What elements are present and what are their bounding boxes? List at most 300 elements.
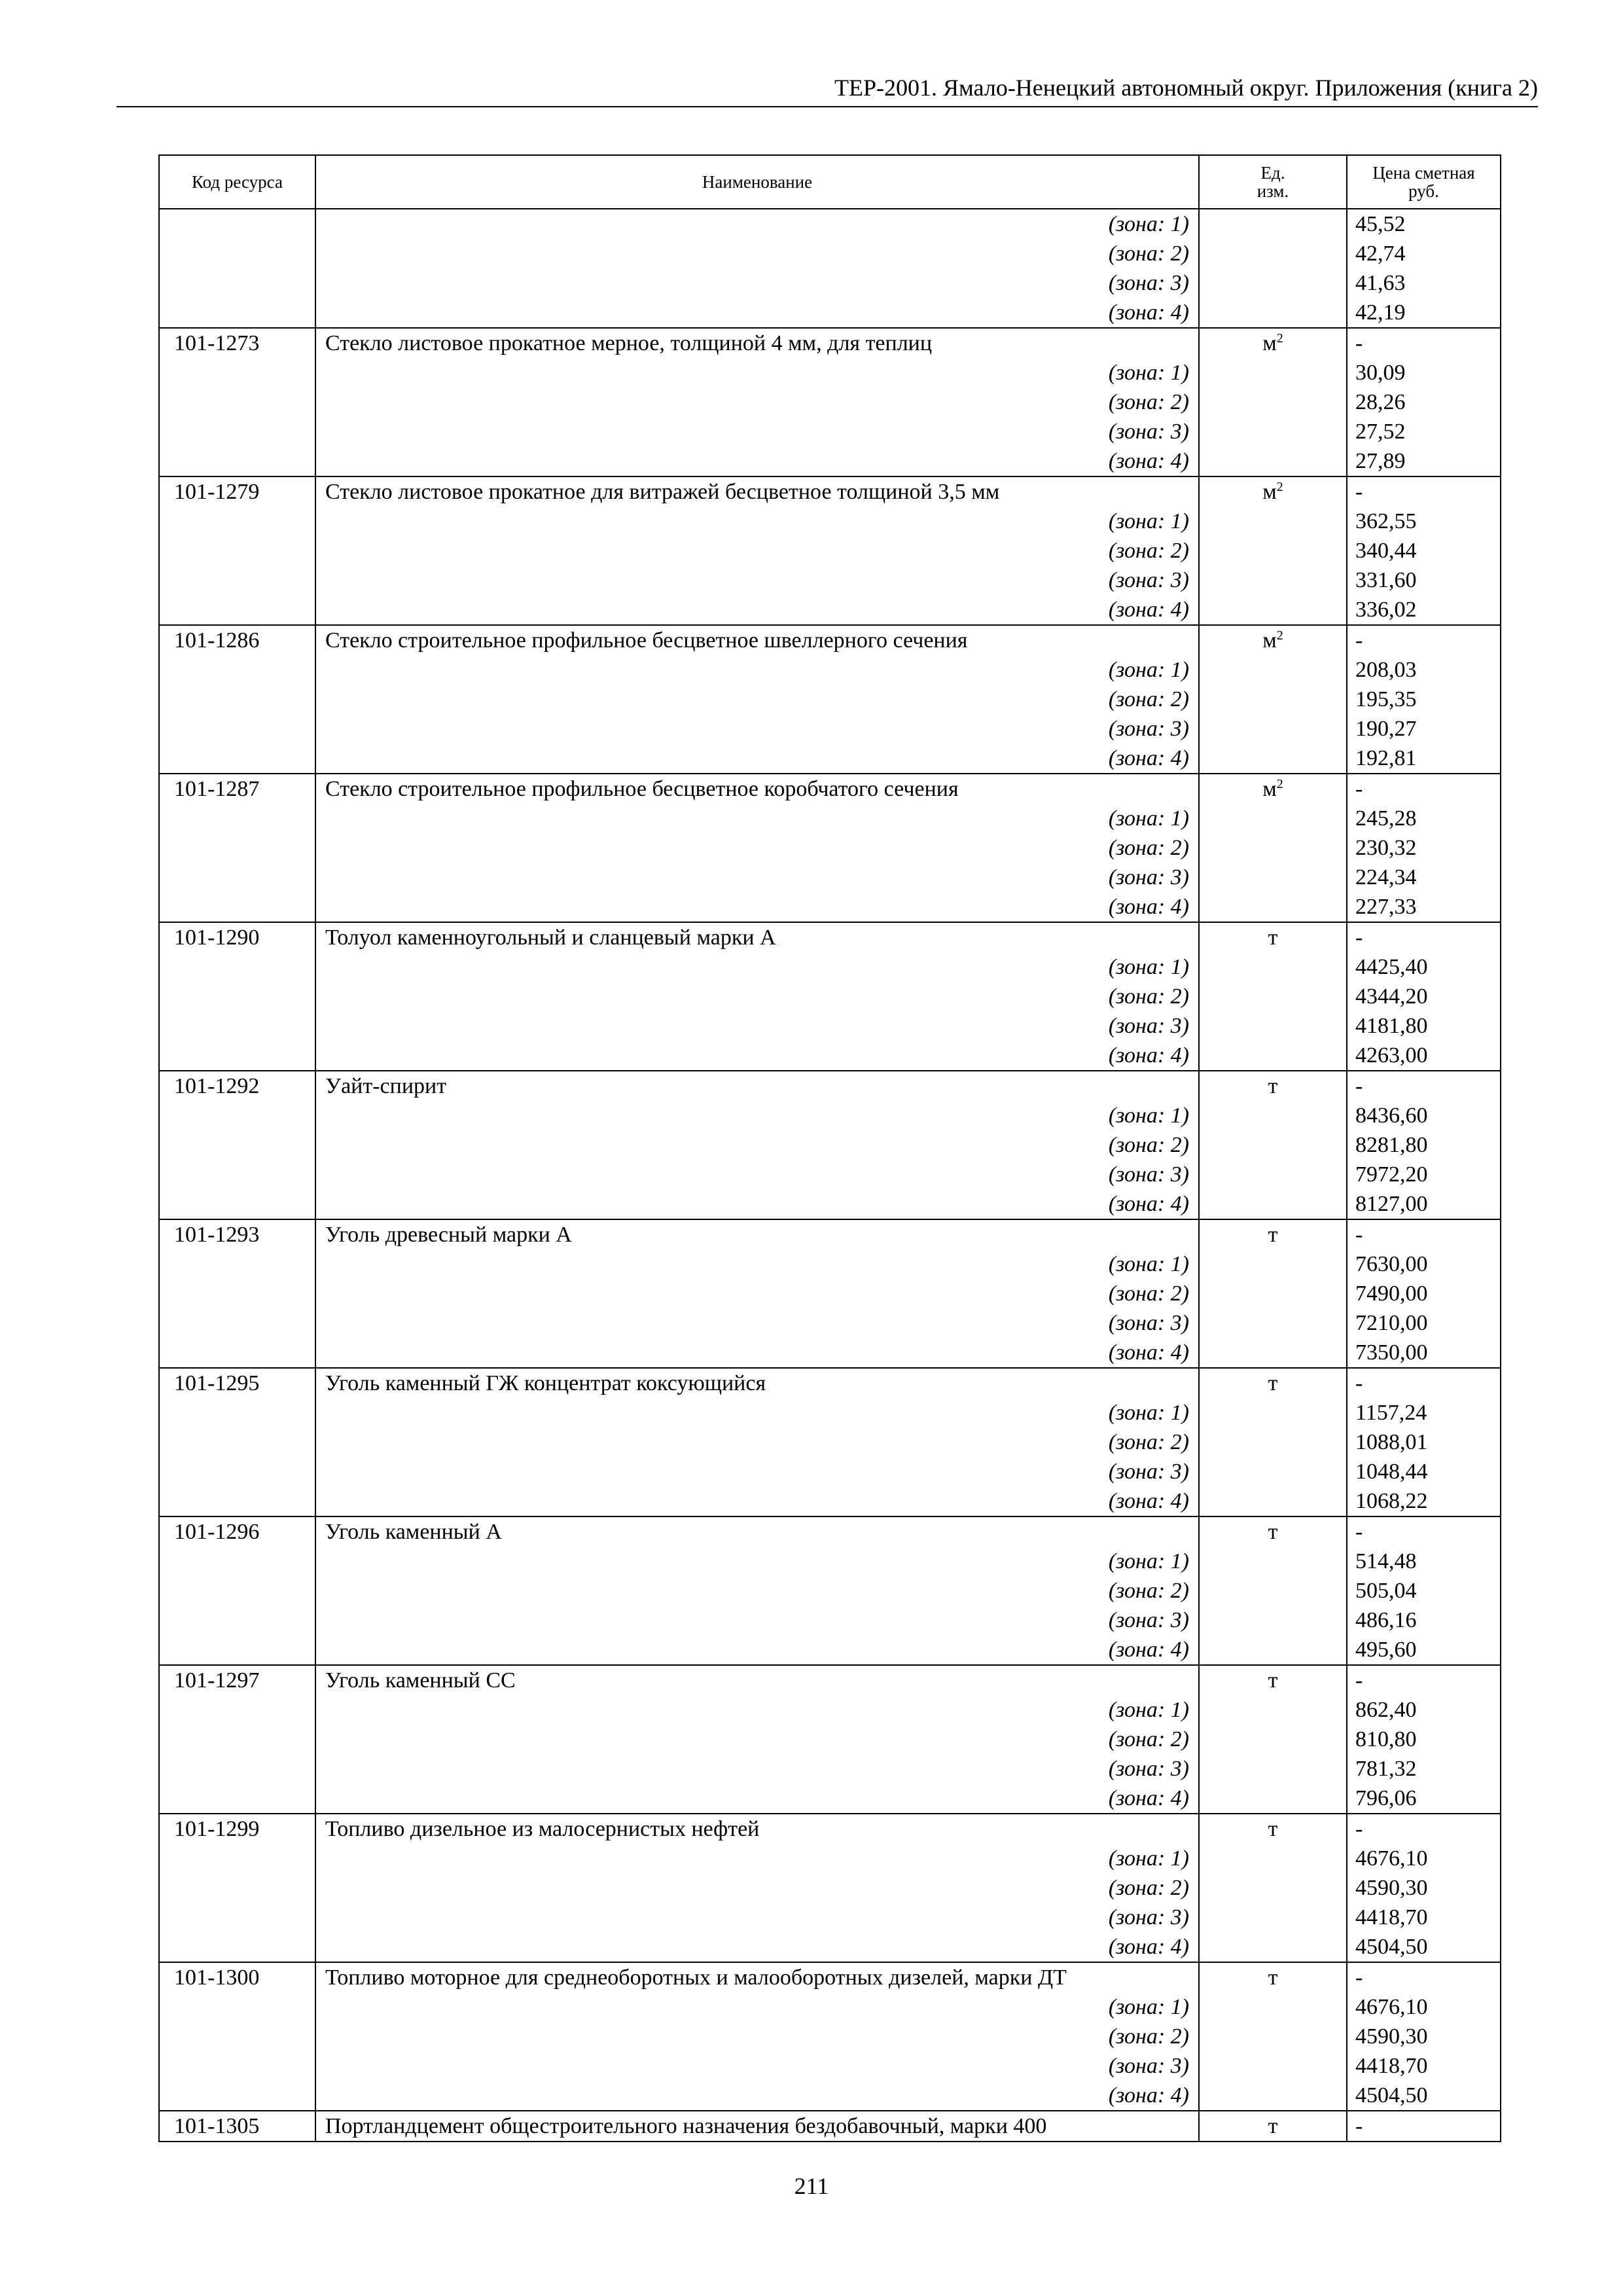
zone-label: (зона: 3) bbox=[1108, 865, 1189, 889]
zone-label: (зона: 1) bbox=[1108, 1995, 1189, 2019]
base-price: - bbox=[1355, 1520, 1363, 1544]
column-header-unit: Ед. изм. bbox=[1199, 155, 1347, 209]
cell-code bbox=[159, 1665, 315, 1814]
resource-code: 101-1293 bbox=[174, 1223, 260, 1247]
blank-line bbox=[160, 595, 315, 624]
blank-line bbox=[160, 298, 315, 327]
blank-line bbox=[160, 1189, 315, 1219]
blank-line bbox=[1200, 1011, 1346, 1041]
resource-name: Уголь каменный ГЖ концентрат коксующийся bbox=[325, 1371, 766, 1395]
blank-line bbox=[1200, 209, 1346, 239]
unit-text: т bbox=[1268, 2114, 1278, 2138]
zone-label: (зона: 1) bbox=[1108, 1103, 1189, 1128]
blank-line bbox=[1200, 1576, 1346, 1605]
zone-price: 4418,70 bbox=[1355, 1905, 1428, 1929]
unit-text: м bbox=[1262, 777, 1277, 801]
cell-name bbox=[315, 1962, 1199, 2111]
blank-line bbox=[160, 833, 315, 863]
cell-code bbox=[159, 2111, 315, 2142]
unit-text: т bbox=[1268, 1520, 1278, 1544]
zone-price: 4181,80 bbox=[1355, 1014, 1428, 1038]
zone-label: (зона: 1) bbox=[1108, 1252, 1189, 1276]
zone-label: (зона: 4) bbox=[1108, 1340, 1189, 1365]
blank-line bbox=[1200, 1932, 1346, 1962]
resource-name: Стекло листовое прокатное мерное, толщиной 4 мм, для теплиц bbox=[325, 331, 933, 355]
zone-label: (зона: 1) bbox=[1108, 212, 1189, 236]
zone-label: (зона: 1) bbox=[1108, 1846, 1189, 1871]
table-row bbox=[159, 476, 1501, 625]
resource-group bbox=[159, 1962, 1501, 2111]
blank-line bbox=[160, 1932, 315, 1962]
resource-code: 101-1287 bbox=[174, 777, 260, 801]
cell-name bbox=[315, 922, 1199, 1071]
cell-price bbox=[1347, 774, 1501, 922]
cell-name bbox=[315, 209, 1199, 328]
cell-name bbox=[315, 1516, 1199, 1665]
cell-price bbox=[1347, 328, 1501, 476]
zone-label: (зона: 2) bbox=[1108, 1282, 1189, 1306]
zone-price: 4344,20 bbox=[1355, 984, 1428, 1009]
table-row bbox=[159, 209, 1501, 328]
cell-unit bbox=[1199, 625, 1347, 774]
resource-name: Уайт-спирит bbox=[325, 1074, 447, 1098]
blank-line bbox=[160, 268, 315, 298]
zone-label: (зона: 2) bbox=[1108, 1876, 1189, 1900]
zone-price: 7490,00 bbox=[1355, 1282, 1428, 1306]
blank-line bbox=[1200, 1635, 1346, 1664]
resource-code: 101-1299 bbox=[174, 1817, 260, 1841]
blank-line bbox=[160, 507, 315, 536]
zone-price: 4504,50 bbox=[1355, 2083, 1428, 2108]
blank-line bbox=[160, 1011, 315, 1041]
resource-name: Топливо дизельное из малосернистых нефтей bbox=[325, 1817, 760, 1841]
zone-label: (зона: 1) bbox=[1108, 1549, 1189, 1573]
zone-price: 230,32 bbox=[1355, 836, 1417, 860]
zone-label: (зона: 3) bbox=[1108, 271, 1189, 295]
table-row bbox=[159, 1962, 1501, 2111]
blank-line bbox=[160, 1576, 315, 1605]
blank-line bbox=[160, 1605, 315, 1635]
table-row bbox=[159, 1368, 1501, 1516]
table-row bbox=[159, 1814, 1501, 1962]
resource-code: 101-1300 bbox=[174, 1965, 260, 1990]
blank-line bbox=[160, 2022, 315, 2051]
cell-unit bbox=[1199, 1071, 1347, 1219]
cell-name bbox=[315, 1814, 1199, 1962]
cell-code bbox=[159, 1368, 315, 1516]
blank-line bbox=[160, 1635, 315, 1664]
blank-line bbox=[1200, 1101, 1346, 1130]
zone-price: 4590,30 bbox=[1355, 1876, 1428, 1900]
zone-price: 245,28 bbox=[1355, 806, 1417, 831]
blank-line bbox=[160, 1279, 315, 1308]
resource-code: 101-1292 bbox=[174, 1074, 260, 1098]
resource-name: Уголь каменный СС bbox=[325, 1668, 516, 1693]
zone-price: 8127,00 bbox=[1355, 1192, 1428, 1216]
zone-label: (зона: 3) bbox=[1108, 1757, 1189, 1781]
resource-name: Толуол каменноугольный и сланцевый марки А bbox=[325, 925, 776, 950]
blank-line bbox=[1200, 565, 1346, 595]
cell-price bbox=[1347, 922, 1501, 1071]
blank-line bbox=[1200, 1992, 1346, 2022]
zone-price: 208,03 bbox=[1355, 658, 1417, 682]
blank-line bbox=[160, 1041, 315, 1070]
zone-price: 1157,24 bbox=[1355, 1401, 1427, 1425]
cell-name bbox=[315, 1665, 1199, 1814]
cell-unit bbox=[1199, 2111, 1347, 2142]
unit-of-measure bbox=[1200, 1369, 1346, 1398]
unit-superscript: 2 bbox=[1276, 480, 1283, 494]
base-price: - bbox=[1355, 1371, 1363, 1395]
cell-name bbox=[315, 1219, 1199, 1368]
resource-code: 101-1273 bbox=[174, 331, 260, 355]
zone-label: (зона: 3) bbox=[1108, 717, 1189, 741]
resource-group bbox=[159, 1814, 1501, 1962]
zone-price: 7630,00 bbox=[1355, 1252, 1428, 1276]
cell-price bbox=[1347, 1368, 1501, 1516]
cell-unit bbox=[1199, 1219, 1347, 1368]
base-price: - bbox=[1355, 777, 1363, 801]
blank-line bbox=[1200, 1457, 1346, 1486]
unit-of-measure bbox=[1200, 1071, 1346, 1101]
zone-price: 4263,00 bbox=[1355, 1043, 1428, 1067]
zone-price: 8436,60 bbox=[1355, 1103, 1428, 1128]
resource-group bbox=[159, 476, 1501, 625]
zone-price: 192,81 bbox=[1355, 746, 1417, 770]
zone-price: 4676,10 bbox=[1355, 1995, 1428, 2019]
cell-code bbox=[159, 209, 315, 328]
blank-line bbox=[1200, 685, 1346, 714]
cell-unit bbox=[1199, 1368, 1347, 1516]
cell-name bbox=[315, 2111, 1199, 2142]
blank-line bbox=[160, 446, 315, 476]
cell-price bbox=[1347, 1814, 1501, 1962]
page-number: 211 bbox=[794, 2173, 829, 2199]
cell-code bbox=[159, 1962, 315, 2111]
carryover-group bbox=[159, 209, 1501, 328]
blank-line bbox=[160, 387, 315, 417]
blank-line bbox=[1200, 714, 1346, 744]
zone-label: (зона: 2) bbox=[1108, 2024, 1189, 2049]
unit-of-measure bbox=[1200, 1666, 1346, 1695]
blank-line bbox=[1200, 1903, 1346, 1932]
zone-price: 7210,00 bbox=[1355, 1311, 1428, 1335]
table-row bbox=[159, 1071, 1501, 1219]
zone-label: (зона: 1) bbox=[1108, 955, 1189, 979]
table-row bbox=[159, 1219, 1501, 1368]
zone-price: 7972,20 bbox=[1355, 1162, 1428, 1187]
zone-price: 505,04 bbox=[1355, 1579, 1417, 1603]
zone-price: 224,34 bbox=[1355, 865, 1417, 889]
blank-line bbox=[1200, 387, 1346, 417]
blank-line bbox=[1200, 833, 1346, 863]
zone-label: (зона: 1) bbox=[1108, 509, 1189, 533]
cell-price bbox=[1347, 1665, 1501, 1814]
blank-line bbox=[160, 1903, 315, 1932]
blank-line bbox=[1200, 1725, 1346, 1754]
cell-code bbox=[159, 1071, 315, 1219]
table-header-row bbox=[159, 155, 1501, 209]
blank-line bbox=[1200, 358, 1346, 387]
blank-line bbox=[160, 1427, 315, 1457]
zone-label: (зона: 3) bbox=[1108, 1162, 1189, 1187]
unit-of-measure bbox=[1200, 923, 1346, 952]
blank-line bbox=[1200, 1844, 1346, 1873]
cell-name bbox=[315, 625, 1199, 774]
blank-line bbox=[160, 2051, 315, 2081]
blank-line bbox=[1200, 1338, 1346, 1367]
zone-label: (зона: 3) bbox=[1108, 1608, 1189, 1632]
base-price: - bbox=[1355, 1965, 1363, 1990]
cell-unit bbox=[1199, 1516, 1347, 1665]
cell-price bbox=[1347, 476, 1501, 625]
zone-label: (зона: 3) bbox=[1108, 2054, 1189, 2078]
zone-price: 810,80 bbox=[1355, 1727, 1417, 1751]
zone-price: 4676,10 bbox=[1355, 1846, 1428, 1871]
cell-code bbox=[159, 1814, 315, 1962]
zone-price: 4590,30 bbox=[1355, 2024, 1428, 2049]
table-row bbox=[159, 328, 1501, 476]
blank-line bbox=[1200, 952, 1346, 982]
zone-label: (зона: 2) bbox=[1108, 1579, 1189, 1603]
unit-text: м bbox=[1262, 480, 1277, 504]
zone-price: 30,09 bbox=[1355, 361, 1406, 385]
cell-name bbox=[315, 1071, 1199, 1219]
base-price: - bbox=[1355, 1223, 1363, 1247]
cell-code bbox=[159, 774, 315, 922]
zone-label: (зона: 3) bbox=[1108, 568, 1189, 592]
zone-label: (зона: 4) bbox=[1108, 1638, 1189, 1662]
blank-line bbox=[160, 1338, 315, 1367]
unit-text: т bbox=[1268, 1223, 1278, 1247]
resource-code: 101-1305 bbox=[174, 2114, 260, 2138]
resource-group bbox=[159, 1219, 1501, 1368]
unit-of-measure bbox=[1200, 626, 1346, 655]
zone-label: (зона: 1) bbox=[1108, 1698, 1189, 1722]
zone-price: 336,02 bbox=[1355, 598, 1417, 622]
zone-price: 514,48 bbox=[1355, 1549, 1417, 1573]
resource-group bbox=[159, 774, 1501, 922]
blank-line bbox=[1200, 1605, 1346, 1635]
zone-price: 42,19 bbox=[1355, 300, 1406, 325]
unit-superscript: 2 bbox=[1276, 777, 1283, 791]
blank-line bbox=[160, 1844, 315, 1873]
blank-line bbox=[1200, 1249, 1346, 1279]
zone-label: (зона: 2) bbox=[1108, 539, 1189, 563]
blank-line bbox=[160, 1992, 315, 2022]
zone-price: 4504,50 bbox=[1355, 1935, 1428, 1959]
running-header bbox=[116, 71, 1538, 107]
base-price: - bbox=[1355, 628, 1363, 653]
cell-price bbox=[1347, 2111, 1501, 2142]
zone-label: (зона: 3) bbox=[1108, 1014, 1189, 1038]
zone-price: 7350,00 bbox=[1355, 1340, 1428, 1365]
blank-line bbox=[160, 1754, 315, 1784]
cell-code bbox=[159, 1219, 315, 1368]
zone-price: 195,35 bbox=[1355, 687, 1417, 711]
resource-group bbox=[159, 1368, 1501, 1516]
zone-label: (зона: 4) bbox=[1108, 300, 1189, 325]
blank-line bbox=[1200, 863, 1346, 892]
zone-price: 1048,44 bbox=[1355, 1460, 1428, 1484]
resource-group bbox=[159, 1071, 1501, 1219]
zone-price: 331,60 bbox=[1355, 568, 1417, 592]
blank-line bbox=[1200, 655, 1346, 685]
blank-line bbox=[160, 1725, 315, 1754]
zone-price: 227,33 bbox=[1355, 895, 1417, 919]
unit-text: м bbox=[1262, 331, 1277, 355]
blank-line bbox=[1200, 1695, 1346, 1725]
cell-price bbox=[1347, 209, 1501, 328]
unit-of-measure bbox=[1200, 1963, 1346, 1992]
cell-unit bbox=[1199, 1814, 1347, 1962]
zone-price: 45,52 bbox=[1355, 212, 1406, 236]
zone-label: (зона: 2) bbox=[1108, 836, 1189, 860]
zone-label: (зона: 2) bbox=[1108, 1133, 1189, 1157]
zone-label: (зона: 4) bbox=[1108, 1192, 1189, 1216]
cell-unit bbox=[1199, 328, 1347, 476]
blank-line bbox=[1200, 2022, 1346, 2051]
blank-line bbox=[160, 1784, 315, 1813]
zone-label: (зона: 1) bbox=[1108, 806, 1189, 831]
blank-line bbox=[1200, 1279, 1346, 1308]
zone-price: 41,63 bbox=[1355, 271, 1406, 295]
base-price: - bbox=[1355, 925, 1363, 950]
zone-label: (зона: 4) bbox=[1108, 895, 1189, 919]
blank-line bbox=[1200, 1189, 1346, 1219]
unit-of-measure bbox=[1200, 329, 1346, 358]
zone-label: (зона: 2) bbox=[1108, 984, 1189, 1009]
unit-text: т bbox=[1268, 1074, 1278, 1098]
unit-of-measure bbox=[1200, 1814, 1346, 1844]
blank-line bbox=[160, 1160, 315, 1189]
blank-line bbox=[1200, 298, 1346, 327]
blank-line bbox=[160, 358, 315, 387]
blank-line bbox=[1200, 446, 1346, 476]
cell-code bbox=[159, 476, 315, 625]
resource-group bbox=[159, 328, 1501, 476]
zone-label: (зона: 4) bbox=[1108, 1935, 1189, 1959]
zone-price: 8281,80 bbox=[1355, 1133, 1428, 1157]
blank-line bbox=[1200, 892, 1346, 922]
zone-price: 486,16 bbox=[1355, 1608, 1417, 1632]
blank-line bbox=[1200, 1308, 1346, 1338]
cell-price bbox=[1347, 625, 1501, 774]
unit-text: м bbox=[1262, 628, 1277, 653]
cell-price bbox=[1347, 1962, 1501, 2111]
blank-line bbox=[1200, 2051, 1346, 2081]
zone-label: (зона: 4) bbox=[1108, 449, 1189, 473]
resource-code: 101-1286 bbox=[174, 628, 260, 653]
blank-line bbox=[160, 952, 315, 982]
zone-price: 28,26 bbox=[1355, 390, 1406, 414]
cell-code bbox=[159, 625, 315, 774]
cell-price bbox=[1347, 1219, 1501, 1368]
blank-line bbox=[1200, 1784, 1346, 1813]
zone-label: (зона: 4) bbox=[1108, 598, 1189, 622]
blank-line bbox=[160, 685, 315, 714]
blank-line bbox=[1200, 1754, 1346, 1784]
zone-label: (зона: 2) bbox=[1108, 390, 1189, 414]
blank-line bbox=[160, 1398, 315, 1427]
base-price: - bbox=[1355, 1074, 1363, 1098]
resource-name: Стекло строительное профильное бесцветное коробчатого сечения bbox=[325, 777, 959, 801]
table-row bbox=[159, 1516, 1501, 1665]
cell-unit bbox=[1199, 209, 1347, 328]
blank-line bbox=[160, 239, 315, 268]
zone-label: (зона: 3) bbox=[1108, 1460, 1189, 1484]
cell-unit bbox=[1199, 922, 1347, 1071]
blank-line bbox=[160, 863, 315, 892]
unit-text: т bbox=[1268, 925, 1278, 950]
zone-label: (зона: 1) bbox=[1108, 361, 1189, 385]
blank-line bbox=[1200, 1398, 1346, 1427]
base-price: - bbox=[1355, 480, 1363, 504]
zone-label: (зона: 2) bbox=[1108, 1727, 1189, 1751]
resource-group bbox=[159, 625, 1501, 774]
unit-of-measure bbox=[1200, 477, 1346, 507]
zone-label: (зона: 2) bbox=[1108, 1430, 1189, 1454]
blank-line bbox=[1200, 417, 1346, 446]
blank-line bbox=[1200, 536, 1346, 565]
unit-superscript: 2 bbox=[1276, 628, 1283, 643]
column-header-price: Цена сметная руб. bbox=[1347, 155, 1501, 209]
zone-price: 42,74 bbox=[1355, 242, 1406, 266]
cell-unit bbox=[1199, 476, 1347, 625]
zone-label: (зона: 4) bbox=[1108, 746, 1189, 770]
blank-line bbox=[1200, 1427, 1346, 1457]
unit-text: т bbox=[1268, 1668, 1278, 1693]
base-price: - bbox=[1355, 2114, 1363, 2138]
zone-price: 190,27 bbox=[1355, 717, 1417, 741]
blank-line bbox=[1200, 2081, 1346, 2110]
blank-line bbox=[1200, 1547, 1346, 1576]
table-row bbox=[159, 2111, 1501, 2142]
zone-label: (зона: 4) bbox=[1108, 1489, 1189, 1513]
zone-label: (зона: 3) bbox=[1108, 420, 1189, 444]
resource-code: 101-1279 bbox=[174, 480, 260, 504]
blank-line bbox=[160, 1130, 315, 1160]
resource-name: Стекло листовое прокатное для витражей бесцветное толщиной 3,5 мм bbox=[325, 480, 1000, 504]
blank-line bbox=[1200, 268, 1346, 298]
blank-line bbox=[160, 1547, 315, 1576]
zone-label: (зона: 4) bbox=[1108, 2083, 1189, 2108]
zone-price: 340,44 bbox=[1355, 539, 1417, 563]
table-row bbox=[159, 1665, 1501, 1814]
zone-label: (зона: 1) bbox=[1108, 658, 1189, 682]
blank-line bbox=[160, 744, 315, 773]
zone-price: 4425,40 bbox=[1355, 955, 1428, 979]
cell-name bbox=[315, 328, 1199, 476]
cell-name bbox=[315, 476, 1199, 625]
base-price: - bbox=[1355, 1668, 1363, 1693]
blank-line bbox=[160, 892, 315, 922]
zone-label: (зона: 2) bbox=[1108, 242, 1189, 266]
zone-price: 27,52 bbox=[1355, 420, 1406, 444]
blank-line bbox=[1200, 1130, 1346, 1160]
unit-superscript: 2 bbox=[1276, 331, 1283, 346]
blank-line bbox=[160, 1695, 315, 1725]
blank-line bbox=[160, 982, 315, 1011]
resource-code: 101-1297 bbox=[174, 1668, 260, 1693]
unit-text: т bbox=[1268, 1371, 1278, 1395]
resource-code: 101-1290 bbox=[174, 925, 260, 950]
zone-label: (зона: 1) bbox=[1108, 1401, 1189, 1425]
blank-line bbox=[160, 1873, 315, 1903]
cell-unit bbox=[1199, 1665, 1347, 1814]
zone-price: 1088,01 bbox=[1355, 1430, 1428, 1454]
blank-line bbox=[160, 655, 315, 685]
